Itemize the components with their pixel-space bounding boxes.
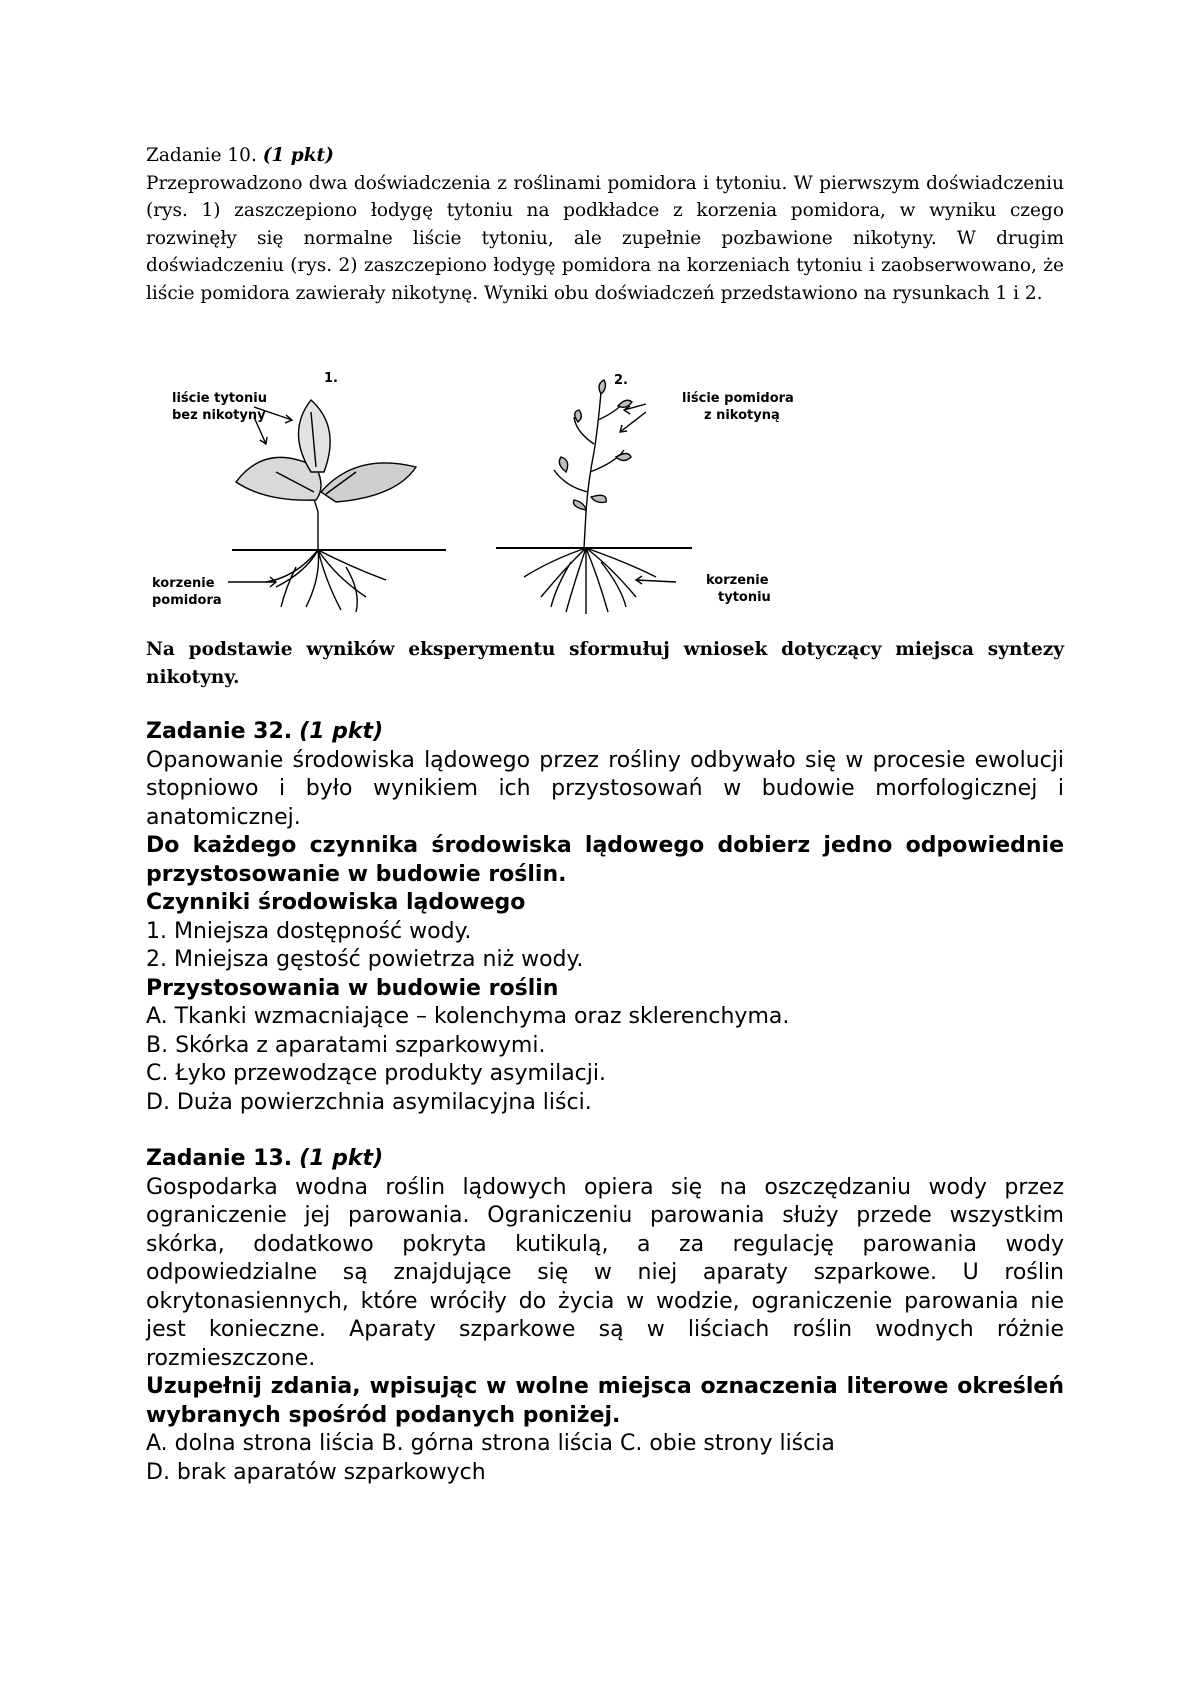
task-13-instruction: Uzupełnij zdania, wpisując w wolne miejsca oznaczenia literowe określeń wybranych spośród podanych poniżej. <box>146 1374 1064 1428</box>
grafting-illustration <box>146 372 1064 622</box>
task-32-instruction: Do każdego czynnika środowiska lądowego dobierz jedno odpowiednie przystosowanie w budowie roślin. <box>146 833 1064 887</box>
factor-item-2: 2. Mniejsza gęstość powietrza niż wody. <box>146 947 584 972</box>
tobacco-leaf-right <box>321 463 416 502</box>
experiment-figure <box>146 372 1064 622</box>
arrow-roots-1 <box>228 577 276 587</box>
task-10-title: Zadanie 10. <box>146 145 257 166</box>
factors-heading: Czynniki środowiska lądowego <box>146 890 526 915</box>
tobacco-roots <box>524 548 656 614</box>
task-32-heading <box>146 718 1064 747</box>
task-13-heading <box>146 1145 1064 1174</box>
task-13-title: Zadanie 13. <box>146 1146 293 1171</box>
adaptations-heading: Przystosowania w budowie roślin <box>146 975 559 1001</box>
task-10-points: (1 pkt) <box>262 145 334 166</box>
fig2-leaves-label-2: z nikotyną <box>704 408 780 423</box>
task-10 <box>146 142 1064 307</box>
adaptation-item-c: C. Łyko przewodzące produkty asymilacji. <box>146 1061 606 1086</box>
adaptation-item-b: B. Skórka z aparatami szparkowymi. <box>146 1032 546 1058</box>
task-10-heading <box>146 142 1064 170</box>
task-13-options-line-1: A. dolna strona liścia B. górna strona liścia C. obie strony liścia <box>146 1431 835 1456</box>
factor-item-1: 1. Mniejsza dostępność wody. <box>146 918 472 944</box>
task-32-intro: Opanowanie środowiska lądowego przez rośliny odbywało się w procesie ewolucji stopniowo i było wynikiem ich przystosowań w budowie morfologicznej i anatomicznej. <box>146 747 1064 830</box>
arrow-leaves-2b <box>620 412 646 432</box>
fig2-leaves-label-1: liście pomidora <box>682 391 794 406</box>
fig2-roots-label-2: tytoniu <box>718 590 771 605</box>
fig1-number: 1. <box>324 372 338 386</box>
arrow-roots-2 <box>636 576 676 584</box>
fig1-roots-label-2: pomidora <box>152 593 222 608</box>
fig1-roots-label-1: korzenie <box>152 576 215 591</box>
stem-2 <box>584 392 601 548</box>
task-32-points: (1 pkt) <box>299 719 384 744</box>
fig1-leaves-label-2: bez nikotyny <box>172 408 266 423</box>
tomato-roots <box>266 550 386 612</box>
task-13-points: (1 pkt) <box>299 1146 384 1171</box>
task-10-intro: Przeprowadzono dwa doświadczenia z roślinami pomidora i tytoniu. W pierwszym doświadczeniu (rys. 1) zaszczepiono łodygę tytoniu na podkładce z korzenia pomidora, w wyniku czego rozwinęły się normalne liście tytoniu, ale zupełnie pozbawione nikotyny. W drugim doświadczeniu (rys. 2) zaszczepiono łodygę pomidora na korzeniach tytoniu i zaobserwowano, że liście pomidora zawierały nikotynę. Wyniki obu doświadczeń przedstawiono na rysunkach 1 i 2. <box>146 172 1064 304</box>
fig2-roots-label-1: korzenie <box>706 573 769 588</box>
task-13-options-line-2: D. brak aparatów szparkowych <box>146 1459 486 1485</box>
task-13-intro: Gospodarka wodna roślin lądowych opiera się na oszczędzaniu wody przez ograniczenie jej parowania. Ograniczeniu parowania służy przede wszystkim skórka, dodatkowo pokryta kutikulą, a za regulację parowania wody odpowiedzialne są znajdujące się w niej aparaty szparkowe. U roślin okrytonasiennych, które wróciły do życia w wodzie, ograniczenie parowania nie jest konieczne. Aparaty szparkowe są w liściach roślin wodnych różnie rozmieszczone. <box>146 1174 1064 1371</box>
adaptation-item-a: A. Tkanki wzmacniające – kolenchyma oraz sklerenchyma. <box>146 1004 790 1029</box>
fig1-leaves-label-1: liście tytoniu <box>172 391 267 406</box>
task-10-question: Na podstawie wyników eksperymentu sformułuj wniosek dotyczący miejsca syntezy nikotyny. <box>146 639 1064 688</box>
adaptation-item-d: D. Duża powierzchnia asymilacyjna liści. <box>146 1089 592 1115</box>
task-32-title: Zadanie 32. <box>146 719 293 744</box>
task-32 <box>146 718 1064 1117</box>
fig2-number: 2. <box>614 373 628 388</box>
task-13 <box>146 1145 1064 1487</box>
